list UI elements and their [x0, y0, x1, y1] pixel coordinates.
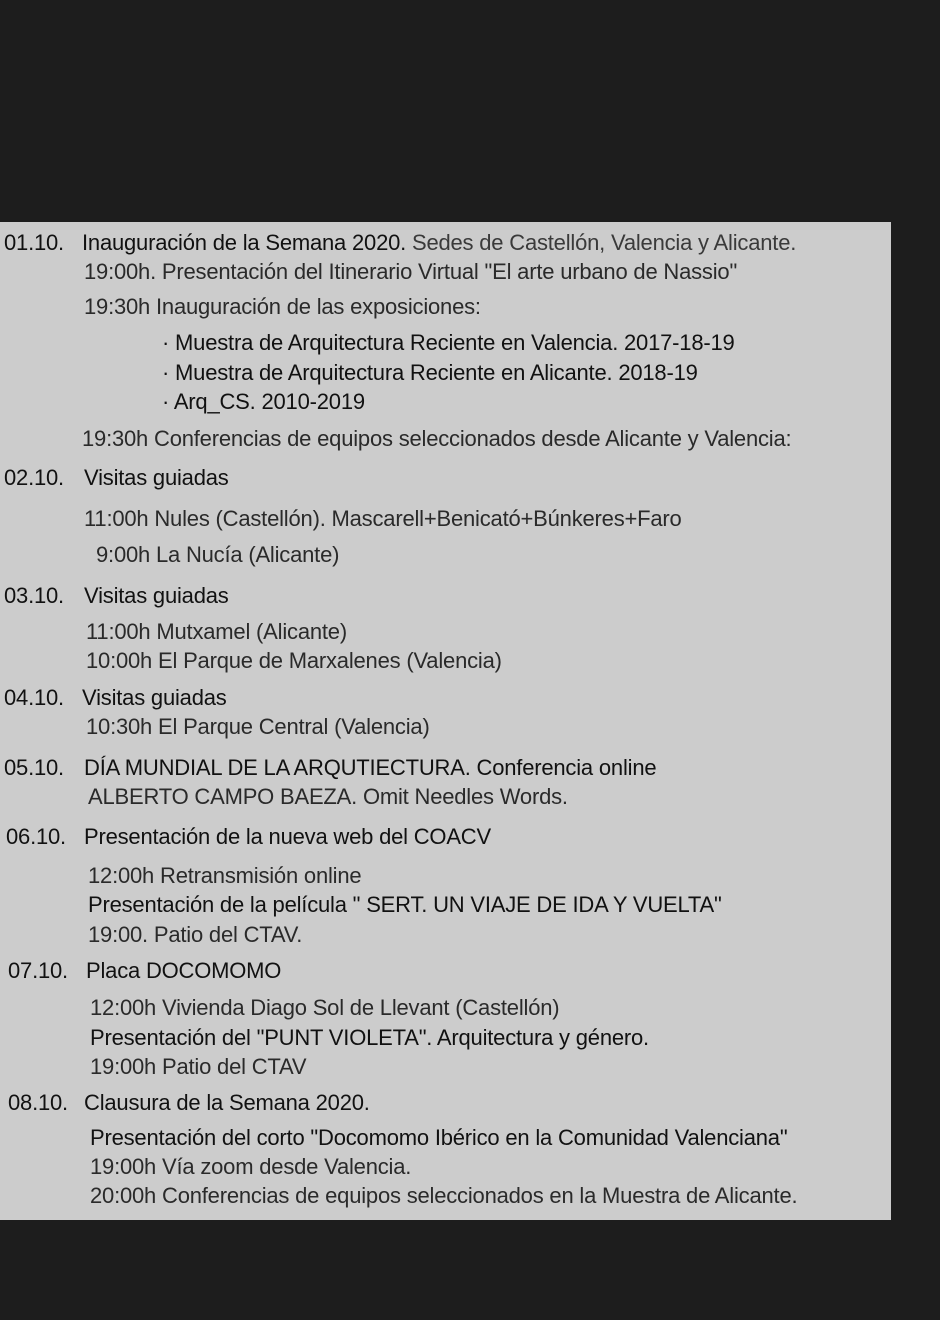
- schedule-line: 19:00h Patio del CTAV: [90, 1054, 307, 1079]
- exhibition-item: · Muestra de Arquitectura Reciente en Alicante. 2018-19: [162, 360, 698, 385]
- schedule-line: 19:00. Patio del CTAV.: [88, 922, 303, 947]
- schedule-line: 10:00h El Parque de Marxalenes (Valencia): [86, 648, 502, 673]
- date-label: 05.10.: [4, 755, 64, 780]
- schedule-line: ALBERTO CAMPO BAEZA. Omit Needles Words.: [88, 784, 568, 809]
- schedule-line: 19:00h. Presentación del Itinerario Virtual "El arte urbano de Nassio": [84, 259, 738, 284]
- day-title: Visitas guiadas: [84, 465, 229, 490]
- day-title: Visitas guiadas: [82, 685, 227, 710]
- date-label: 02.10.: [4, 465, 64, 490]
- schedule-line: 10:30h El Parque Central (Valencia): [86, 714, 430, 739]
- date-label: 08.10.: [8, 1090, 68, 1115]
- schedule-panel: [0, 222, 891, 1220]
- day-title: Presentación de la nueva web del COACV: [84, 824, 491, 849]
- day-title: Visitas guiadas: [84, 583, 229, 608]
- schedule-line: Presentación del corto "Docomomo Ibérico en la Comunidad Valenciana": [90, 1125, 788, 1150]
- day-title: Inauguración de la Semana 2020. Sedes de Castellón, Valencia y Alicante.: [82, 230, 797, 255]
- schedule-line: Presentación de la película " SERT. UN VIAJE DE IDA Y VUELTA": [88, 892, 722, 917]
- schedule-line: 19:30h Inauguración de las exposiciones:: [84, 294, 481, 319]
- date-label: 03.10.: [4, 583, 64, 608]
- date-label: 06.10.: [6, 824, 66, 849]
- exhibition-item: · Muestra de Arquitectura Reciente en Valencia. 2017-18-19: [162, 330, 735, 355]
- schedule-line: 9:00h La Nucía (Alicante): [96, 542, 340, 567]
- schedule-line: 12:00h Vivienda Diago Sol de Llevant (Castellón): [90, 995, 560, 1020]
- schedule-line: 19:00h Vía zoom desde Valencia.: [90, 1154, 412, 1179]
- day-title: Placa DOCOMOMO: [86, 958, 282, 983]
- schedule-line: 11:00h Nules (Castellón). Mascarell+Benicató+Búnkeres+Faro: [84, 506, 682, 531]
- schedule-line: 20:00h Conferencias de equipos seleccionados en la Muestra de Alicante.: [90, 1183, 798, 1208]
- schedule-line: Presentación del "PUNT VIOLETA". Arquitectura y género.: [90, 1025, 649, 1050]
- date-label: 07.10.: [8, 958, 68, 983]
- date-label: 01.10.: [4, 230, 64, 255]
- schedule-line: 12:00h Retransmisión online: [88, 863, 362, 888]
- day-title: DÍA MUNDIAL DE LA ARQUTIECTURA. Conferencia online: [84, 755, 657, 780]
- exhibition-item: · Arq_CS. 2010-2019: [162, 389, 365, 414]
- schedule-line: 19:30h Conferencias de equipos seleccionados desde Alicante y Valencia:: [82, 426, 792, 451]
- schedule-line: 11:00h Mutxamel (Alicante): [86, 619, 347, 644]
- date-label: 04.10.: [4, 685, 64, 710]
- day-title: Clausura de la Semana 2020.: [84, 1090, 370, 1115]
